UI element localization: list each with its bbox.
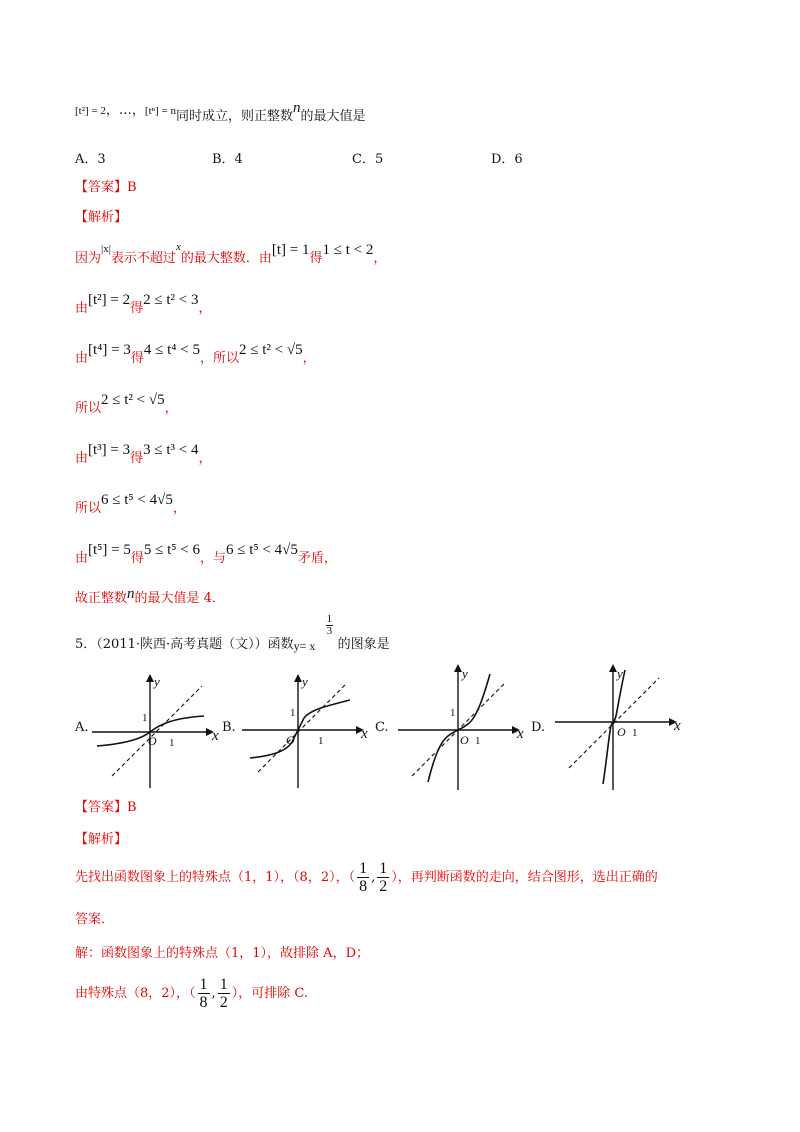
text: 故正整数 — [75, 591, 128, 606]
tick-1-x: 1 — [475, 735, 481, 747]
text: 得 — [130, 351, 144, 366]
text: ），可排除 C. — [231, 986, 308, 1001]
axis-x-label: x — [674, 718, 681, 734]
q4-analysis-label: 【解析】 — [75, 210, 128, 225]
q4-solution-line-4 — [75, 390, 178, 416]
text: 由特殊点（8，2），（ — [75, 986, 196, 1001]
q5-exponent — [326, 614, 334, 637]
q5-graph-c — [398, 662, 528, 792]
q5-power-expr — [293, 613, 338, 653]
text: ），再判断函数的走向，结合图形，选出正确的 — [391, 870, 658, 885]
q4-expr-1: [t²] = 2 — [75, 105, 106, 117]
q5-analysis-label: 【解析】 — [75, 832, 128, 847]
comma: , — [211, 986, 216, 1001]
axis-y-label: y — [154, 674, 160, 689]
text: ， — [373, 251, 387, 266]
fraction-one-eighth — [198, 976, 210, 1011]
fraction-one-eighth — [357, 860, 369, 895]
tick-1-x: 1 — [169, 737, 175, 749]
tick-1-y: 1 — [450, 707, 456, 719]
num: 1 — [359, 860, 368, 877]
text: 由 — [75, 351, 89, 366]
q5-graph-b — [242, 672, 372, 792]
text: 矛盾， — [297, 551, 337, 566]
den: 8 — [199, 994, 208, 1011]
q5-answer: 【答案】B — [75, 800, 137, 815]
text: ， — [164, 401, 178, 416]
q5-option-c: C. — [375, 720, 389, 735]
q5-analysis-line-4 — [75, 976, 308, 1011]
text: 由 — [75, 301, 89, 316]
text: 的最大整数．由 — [180, 251, 272, 266]
var-x: x — [175, 241, 181, 253]
expr: 2 ≤ t² < √5 — [239, 342, 303, 358]
q5-analysis-line-3: 解：函数图象上的特殊点（1，1），故排除 A，D； — [75, 946, 369, 961]
text: 得 — [130, 301, 144, 316]
q4-stem-text: 同时成立，则正整数 — [175, 109, 293, 124]
q5-expr: y= x — [293, 639, 316, 653]
text: 的最大值是 4． — [134, 591, 225, 606]
text: ， — [198, 451, 212, 466]
expr: [t²] = 2 — [88, 292, 131, 308]
origin-label: O — [617, 725, 626, 739]
q5-graph-a — [92, 672, 222, 792]
expr: 4 ≤ t⁴ < 5 — [143, 342, 200, 358]
num: 1 — [379, 860, 388, 877]
axis-x-label: x — [212, 728, 219, 744]
text: ， — [198, 301, 212, 316]
tick-1-y: 1 — [290, 707, 296, 719]
origin-label: O — [286, 733, 295, 747]
fraction-one-half — [377, 860, 389, 895]
expr: [t³] = 3 — [88, 442, 131, 458]
q4-solution-line-1 — [75, 240, 387, 266]
q5-stem — [75, 613, 390, 655]
q5-stem-text: 5．（2011·陕西·高考真题（文））函数 — [75, 637, 294, 652]
axis-x-label: x — [517, 726, 524, 742]
expr: 2 ≤ t² < √5 — [101, 392, 165, 408]
tick-1-x: 1 — [318, 735, 324, 747]
text: 表示不超过 — [110, 251, 176, 266]
den: 2 — [379, 878, 388, 895]
axis-x-label: x — [361, 726, 368, 742]
q4-solution-line-2 — [75, 290, 212, 316]
q4-choice-a: A．3 — [75, 152, 106, 167]
text: 得 — [309, 251, 323, 266]
text: 因为 — [75, 251, 102, 266]
q5-graph-d — [555, 662, 685, 792]
expr: 3 ≤ t³ < 4 — [143, 442, 199, 458]
text: ， — [302, 351, 316, 366]
q4-solution-line-3 — [75, 340, 316, 366]
q4-stem-n: n — [292, 100, 301, 116]
q4-answer: 【答案】B — [75, 180, 137, 195]
q5-option-d: D. — [531, 720, 546, 735]
q4-sep: ，…， — [105, 103, 145, 118]
q5-option-a: A. — [75, 720, 89, 735]
q5-option-b: B. — [222, 720, 236, 735]
expr: [t⁴] = 3 — [88, 342, 131, 358]
q4-solution-line-5 — [75, 440, 212, 466]
text: 所以 — [75, 401, 102, 416]
text: ， — [172, 501, 186, 516]
q5-analysis-line-1 — [75, 860, 658, 895]
fraction-one-half — [218, 976, 230, 1011]
q4-solution-line-6 — [75, 490, 186, 516]
var-n: n — [127, 586, 135, 602]
expr: 6 ≤ t⁵ < 4√5 — [101, 492, 173, 508]
q5-stem-tail: 的图象是 — [337, 637, 390, 652]
abs-x: |x| — [101, 243, 111, 255]
q4-choice-b: B．4 — [212, 152, 243, 167]
q4-choice-d: D．6 — [491, 152, 523, 167]
expr: 5 ≤ t⁵ < 6 — [143, 542, 200, 558]
text: 所以 — [75, 501, 102, 516]
text: ，与 — [199, 551, 226, 566]
q4-solution-line-8 — [75, 588, 225, 609]
expr: 2 ≤ t² < 3 — [143, 292, 199, 308]
num: 1 — [219, 976, 228, 993]
exp-num: 1 — [326, 613, 333, 625]
tick-1-y: 1 — [142, 712, 148, 724]
den: 8 — [359, 878, 368, 895]
tick-1-x: 1 — [632, 727, 638, 739]
text: 先找出函数图象上的特殊点（1，1），（8，2），（ — [75, 870, 356, 885]
num: 1 — [199, 976, 208, 993]
q4-solution-line-7 — [75, 540, 337, 566]
origin-label: O — [460, 733, 469, 747]
expr: 6 ≤ t⁵ < 4√5 — [226, 542, 298, 558]
q5-analysis-line-2: 答案． — [75, 912, 115, 927]
q4-choice-c: C．5 — [352, 152, 384, 167]
axis-y-label: y — [617, 666, 623, 681]
text: 由 — [75, 451, 89, 466]
expr: 1 ≤ t < 2 — [322, 242, 374, 258]
q4-stem-line — [75, 100, 366, 124]
text: 得 — [130, 451, 144, 466]
q4-stem-tail: 的最大值是 — [300, 109, 366, 124]
den: 2 — [219, 994, 228, 1011]
axis-y-label: y — [302, 674, 308, 689]
text: ，所以 — [199, 351, 239, 366]
axis-y-label: y — [462, 666, 468, 681]
expr: [t⁵] = 5 — [88, 542, 131, 558]
text: 由 — [75, 551, 89, 566]
comma: , — [371, 870, 376, 885]
origin-label: O — [148, 734, 157, 748]
q4-expr-2: [tⁿ] = n — [144, 105, 176, 117]
exp-den: 3 — [326, 625, 333, 637]
expr: [t] = 1 — [271, 242, 310, 258]
text: 得 — [130, 551, 144, 566]
